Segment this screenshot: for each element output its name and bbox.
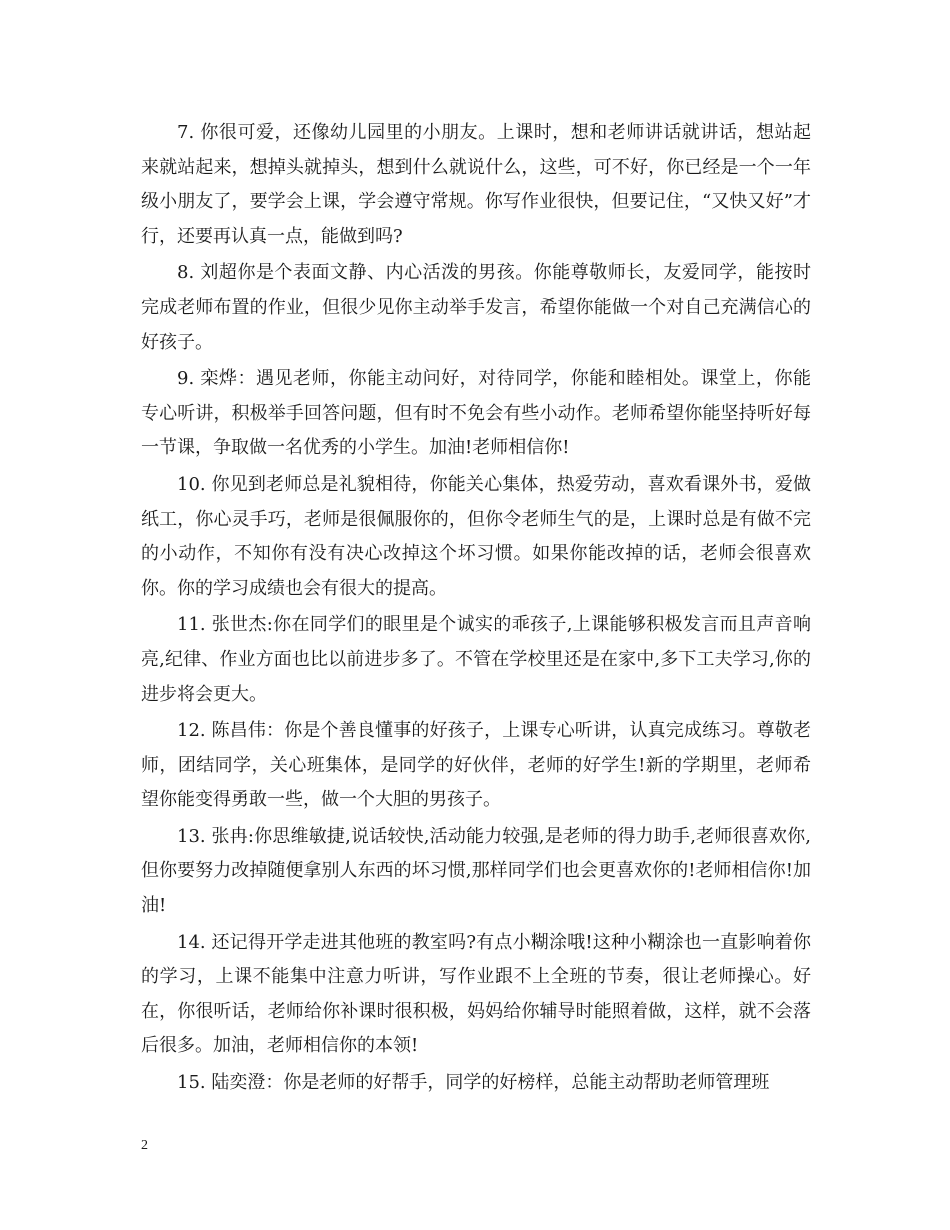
comment-paragraph-9: 9. 栾烨：遇见老师，你能主动问好，对待同学，你能和睦相处。课堂上，你能专心听讲，积极举手回答问题，但有时不免会有些小动作。老师希望你能坚持听好每一节课，争取做一名优秀的小学生。加油!老师相信你! xyxy=(141,368,811,459)
comment-paragraph-15: 15. 陆奕澄：你是老师的好帮手，同学的好榜样，总能主动帮助老师管理班 xyxy=(177,1072,770,1094)
comment-paragraph-12: 12. 陈昌伟：你是个善良懂事的好孩子，上课专心听讲，认真完成练习。尊敬老师，团结同学，关心班集体，是同学的好伙伴，老师的好学生!新的学期里，老师希望你能变得勇敢一些，做一个大胆的男孩子。 xyxy=(141,720,811,811)
comment-paragraph-14: 14. 还记得开学走进其他班的教室吗?有点小糊涂哦!这种小糊涂也一直影响着你的学习，上课不能集中注意力听讲，写作业跟不上全班的节奏，很让老师操心。好在，你很听话，老师给你补课时很积极，妈妈给你辅导时能照着做，这样，就不会落后很多。加油，老师相信你的本领! xyxy=(141,931,811,1057)
comment-paragraph-7: 7. 你很可爱，还像幼儿园里的小朋友。上课时，想和老师讲话就讲话，想站起来就站起来，想掉头就掉头，想到什么就说什么，这些，可不好，你已经是一个一年级小朋友了，要学会上课，学会遵守常规。你写作业很快，但要记住，“又快又好”才行，还要再认真一点，能做到吗? xyxy=(141,122,811,247)
page-number: 2 xyxy=(141,1138,148,1153)
comment-paragraph-8: 8. 刘超你是个表面文静、内心活泼的男孩。你能尊敬师长，友爱同学，能按时完成老师布置的作业，但很少见你主动举手发言，希望你能做一个对自己充满信心的好孩子。 xyxy=(141,262,811,353)
comment-paragraph-13: 13. 张冉:你思维敏捷,说话较快,活动能力较强,是老师的得力助手,老师很喜欢你,但你要努力改掉随便拿别人东西的坏习惯,那样同学们也会更喜欢你的!老师相信你!加油! xyxy=(141,825,811,917)
document-body xyxy=(141,116,811,1103)
comment-paragraph-10: 10. 你见到老师总是礼貌相待，你能关心集体，热爱劳动，喜欢看课外书，爱做纸工，你心灵手巧，老师是很佩服你的，但你令老师生气的是，上课时总是有做不完的小动作，不知你有没有决心改掉这个坏习惯。如果你能改掉的话，老师会很喜欢你。你的学习成绩也会有很大的提高。 xyxy=(141,473,811,599)
comment-paragraph-11: 11. 张世杰:你在同学们的眼里是个诚实的乖孩子,上课能够积极发言而且声音响亮,纪律、作业方面也比以前进步多了。不管在学校里还是在家中,多下工夫学习,你的进步将会更大。 xyxy=(141,614,811,705)
